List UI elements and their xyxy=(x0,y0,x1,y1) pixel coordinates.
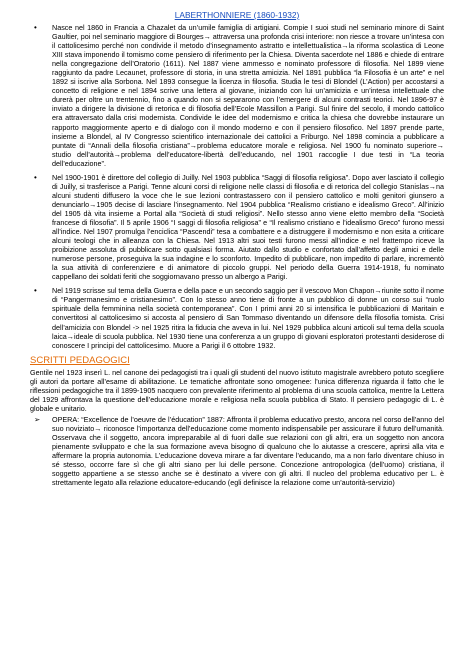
opera-text: OPERA: “Excellence de l’oeuvre de l’éducation” 1887: Affronta il problema educativo presto, ancora nel corso dell’anno del suo noviziato→ riconosce l’importanza dell’educazione come momento indispensabile per assicurare il futuro dell’umanità. Osservava che il soggetto, ancora impreparabile al di fuori dalle sue relazioni con gli altri, era un soggetto non ancora pienamente sviluppato e che la sua formazione aveva bisogno di qualcuno che lo aiutasse a crescere, aprirsi alla vita e affermare la propria autonomia. L’educazione doveva mirare a far diventare l’educando, ma a non farlo diventare chiuso in sé stesso, occorre fare sì che gli altri siano per lui delle persone. Concezione antropologica (dell’uomo) cristiana, il soggetto appartiene a se stesso anche se è destinato a vivere con gli altri. Il nucleo del problema educativo per L. è strettamente legato alla relazione educatore-educando (egli definisce la relazione come un’autorità-servizio) xyxy=(52,414,444,488)
biography-paragraph-2 xyxy=(30,173,444,282)
arrow-bullet-icon: ➢ xyxy=(34,414,41,424)
paragraph-text: Nel 1919 scrisse sul tema della Guerra e della pace e un secondo saggio per il vescovo Mon Chapon→riunite sotto il nome di “Pangermanesimo e cristianesimo”. Con lo stesso anno tiene di fronte a un pubblico di donne un corso sui “ruolo spirituale della femminina nella società contemporanea”. Con I primi anni 20 si intensifica le pubblicazioni di Maritain e convertitosi al cattolicesimo si accosta al pensiero di San Tommaso diventando un difensore della filosofia tomista. Crisi dell’amicizia con Blondel -> nel 1925 ritira la fiducia che aveva in lui. Nel 1929 pubblica alcuni articoli sul tema della scuola laica→ideale di scuola pubblica. Nel 1930 tiene una conferenza a un gruppo di giovani esploratori protestanti desiderose di conoscere I principi del cattolicesimo. Muore a Parigi il 6 ottobre 1932. xyxy=(52,286,444,350)
bullet-icon: • xyxy=(34,286,37,296)
section-heading: SCRITTI PEDAGOGICI xyxy=(30,354,130,366)
biography-paragraph-1 xyxy=(30,23,444,168)
opera-item xyxy=(30,415,444,487)
section-intro: Gentile nel 1923 inserì L. nel canone dei pedagogisti tra i quali gli studenti del nuovo istituto magistrale avrebbero potuto scegliere gli autori da portare all’esame di abilitazione. Le tematiche affrontate sono omogenee: l’unica differenza riguarda il fatto che le riflessioni pedagogiche tra il 1899-1905 nacquero con prevalente riferimento al problema di una scuola cattolica, mentre la Lettera del 1929 affrontava la questione dell’educazione morale e religiosa nella scuola pubblica di Stato. Il pensiero pedagogic di L. è globale e unitario. xyxy=(30,367,444,413)
document-title: LABERTHONNIERE (1860-1932) xyxy=(174,10,300,20)
bullet-icon: • xyxy=(34,172,37,182)
bullet-icon: • xyxy=(34,23,37,32)
paragraph-text: Nasce nel 1860 in Francia a Chazalet da un’umile famiglia di artigiani. Compie I suoi studi nel seminario minore di Saint Gaultier, poi nel seminario maggiore di Bourges→ attraversa una profonda crisi interiore: non riesce a trovare un’intesa con il cattolicesimo perché non condivide il metodo d’insegnamento astratto e intellettualistica→la riforma scolastica di Leone XIII stava imponendo il tomismo come pensiero di riferimento per la Chiesa. Diventa sacerdote nel 1886 e chiede di entrare nella congregazione dell’Oratorio (1611). Nel 1887 viene ammesso e nominato professore di filosofia. Nel 1899 viene raggiunto da padre Lecaunet, professore di storia, in una stretta amicizia. Nel 1891 pubblica “la Filosofia è un arte” e nel 1892 si iscrive alla Sorbona. Nel 1893 consegue la licenza in filosofia. Studia le tesi di Blondel (L’Action) per accostarsi a concetto di religione e nel 1894 scrive una lettera al giovane, iniziando con lui un’amicizia e un’intesa intellettuale che durerà per oltre un trentennio, fino a quando non si separarono con l’emergere di alcuni contrasti teorici. Nel 1896-97 è inviato a dirigere la divisione di retorica e di filosofia dell’Ecole Massillon a Parigi. Sul finire del secolo, il mondo cattolico era attraversato dalla crisi modernista. Condivide le idee del modernismo e critica la chiesa che dovrebbe instaurare un rapporto maggiormente aperto e di dialogo con il mondo moderno e con il pensiero filosofico. Nel 1897 prende parte, insieme a Blondel, al IV Congresso scientifico internazionale dei cattolici a Friburgo. Nel 1898 comincia a pubblicare a puntate di “Annali della filosofia cristiana”→problema educatore morale e religiosa. Nel 1900 fu nominato superiore→ studio dell’autorità→problema dell’educatore-libertà dell’educando, nel 1901 raccoglie I due testi in “La teoria dell’educazione”. xyxy=(52,23,444,168)
paragraph-text: Nel 1900-1901 è direttore del collegio di Juilly. Nel 1903 pubblica “Saggi di filosofia religiosa”. Dopo aver lasciato il collegio di Juilly, si trasferisce a Parigi. Tenne alcuni corsi di religione nelle classi di filosofia e di retorica del collegio Stanislas→na alcuni studenti diffusero la voce che le sue lezioni contrastassero con il pensiero cattolico e molti genitori giunsero a denunciarlo→1905 decise di lasciare l’insegnamento. Nel 1904 pubblica “Realismo cristiano e idealismo Greco”. All’inizio del 1905 dà vita insieme a Portal alla “Società di studi religiosi”. Nello stesso anno viene eletto membro della “Società francese di filosofia”. Il 5 aprile 1906 “I saggi di filosofia religiosa” e “Il realismo cristiano e l’idealismo Greco” furono messi all’indice. Nel 1907 promulga l’enciclica “Pascendi” tesa a combattere e a distruggere il modernismo e non esita a criticare alcuni teologi che in alleanza con la Chiesa. Nel 1913 altri suoi testi furono messi all’indice e nel frattempo riceve la proibizione assoluta di pubblicare sotto qualsiasi forma. Aiutato dallo studio e confortato dall’affetto degli amici e delle numerose persone, proseguiva la sua indagine e lo sconforto. Impedito di pubblicare, non impedito di parlare, incrementò la sua attività di conferenziere e di animatore di piccolo gruppi. Nel periodo della Guerra 1914-1918, fu nominato cappellano dei soldati feriti che soggiornavano presso un albergo a Parigi. xyxy=(52,172,444,282)
biography-paragraph-3 xyxy=(30,286,444,349)
